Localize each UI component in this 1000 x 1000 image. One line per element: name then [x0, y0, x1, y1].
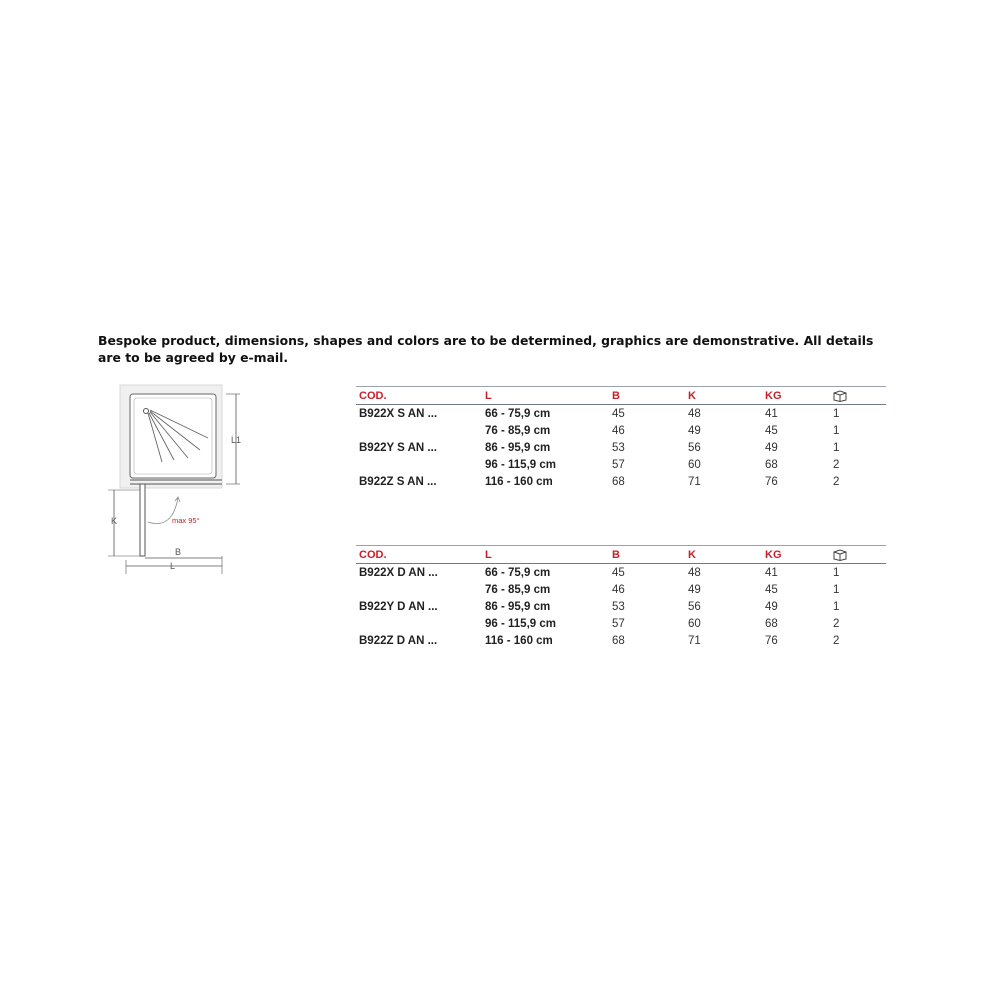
spec-table-double	[356, 545, 886, 649]
label-angle: max 95°	[172, 516, 200, 525]
col-header-length: L	[485, 387, 612, 405]
cell-package: 2	[833, 634, 840, 647]
cell-kg: 45	[765, 583, 778, 596]
door-panel	[140, 484, 145, 556]
cell-code	[356, 615, 485, 632]
cell-k: 71	[688, 634, 701, 647]
cell-length: 76 - 85,9 cm	[485, 424, 551, 437]
box-icon	[833, 549, 847, 561]
label-l1: L1	[231, 435, 242, 445]
table-header-row	[356, 387, 886, 405]
cell-package: 1	[833, 424, 840, 437]
cell-package: 1	[833, 566, 840, 579]
cell-kg: 76	[765, 634, 778, 647]
cell-package: 1	[833, 583, 840, 596]
cell-b: 68	[612, 475, 625, 488]
cell-package: 2	[833, 475, 840, 488]
cell-k: 48	[688, 566, 701, 579]
table-row	[356, 473, 886, 490]
cell-kg: 49	[765, 600, 778, 613]
table-row	[356, 422, 886, 439]
cell-b: 46	[612, 583, 625, 596]
cell-length: 116 - 160 cm	[485, 634, 553, 647]
spec-table-single	[356, 386, 886, 490]
col-header-k: K	[688, 387, 765, 405]
col-header-code: COD.	[356, 546, 485, 564]
cell-kg: 68	[765, 458, 778, 471]
cell-b: 53	[612, 441, 625, 454]
table-row	[356, 456, 886, 473]
cell-code	[356, 422, 485, 439]
cell-length: 86 - 95,9 cm	[485, 600, 551, 613]
label-k: K	[111, 516, 118, 526]
cell-code: B922Z S AN ...	[359, 475, 437, 488]
table-row	[356, 581, 886, 598]
cell-k: 49	[688, 583, 701, 596]
cell-package: 2	[833, 458, 840, 471]
cell-code: B922X D AN ...	[359, 566, 438, 579]
cell-b: 46	[612, 424, 625, 437]
cell-b: 68	[612, 634, 625, 647]
cell-k: 71	[688, 475, 701, 488]
cell-code: B922Y S AN ...	[359, 441, 437, 454]
table-row	[356, 439, 886, 456]
cell-package: 1	[833, 407, 840, 420]
cell-length: 66 - 75,9 cm	[485, 407, 551, 420]
col-header-length: L	[485, 546, 612, 564]
label-b: B	[175, 547, 182, 557]
cell-k: 49	[688, 424, 701, 437]
cell-kg: 68	[765, 617, 778, 630]
col-header-b: B	[612, 387, 688, 405]
cell-length: 66 - 75,9 cm	[485, 566, 551, 579]
table-row	[356, 615, 886, 632]
notice-line-1: Bespoke product, dimensions, shapes and colors are to be determined, graphics are demonstrative. All details	[98, 333, 874, 348]
cell-k: 60	[688, 458, 701, 471]
col-header-package	[833, 546, 886, 564]
cell-b: 45	[612, 407, 625, 420]
cell-b: 53	[612, 600, 625, 613]
cell-b: 57	[612, 617, 625, 630]
cell-package: 1	[833, 441, 840, 454]
cell-length: 96 - 115,9 cm	[485, 458, 556, 471]
cell-code	[356, 581, 485, 598]
cell-k: 48	[688, 407, 701, 420]
cell-kg: 49	[765, 441, 778, 454]
cell-length: 86 - 95,9 cm	[485, 441, 551, 454]
col-header-code: COD.	[356, 387, 485, 405]
cell-length: 76 - 85,9 cm	[485, 583, 551, 596]
cell-k: 60	[688, 617, 701, 630]
box-icon	[833, 390, 847, 402]
cell-package: 1	[833, 600, 840, 613]
cell-b: 45	[612, 566, 625, 579]
cell-kg: 41	[765, 407, 778, 420]
table-row	[356, 405, 886, 423]
col-header-b: B	[612, 546, 688, 564]
notice-text	[98, 332, 910, 366]
col-header-kg: KG	[765, 387, 833, 405]
cell-length: 116 - 160 cm	[485, 475, 553, 488]
cell-b: 57	[612, 458, 625, 471]
cell-code: B922Y D AN ...	[359, 600, 438, 613]
cell-k: 56	[688, 441, 701, 454]
cell-kg: 45	[765, 424, 778, 437]
label-l: L	[170, 561, 176, 571]
cell-kg: 76	[765, 475, 778, 488]
cell-code	[356, 456, 485, 473]
table-row	[356, 564, 886, 582]
table-row	[356, 632, 886, 649]
cell-package: 2	[833, 617, 840, 630]
cell-code: B922Z D AN ...	[359, 634, 438, 647]
table-header-row	[356, 546, 886, 564]
cell-length: 96 - 115,9 cm	[485, 617, 556, 630]
shower-diagram	[100, 380, 240, 580]
notice-line-2: are to be agreed by e-mail.	[98, 350, 289, 365]
cell-code: B922X S AN ...	[359, 407, 438, 420]
table-row	[356, 598, 886, 615]
cell-kg: 41	[765, 566, 778, 579]
col-header-package	[833, 387, 886, 405]
col-header-kg: KG	[765, 546, 833, 564]
cell-k: 56	[688, 600, 701, 613]
col-header-k: K	[688, 546, 765, 564]
